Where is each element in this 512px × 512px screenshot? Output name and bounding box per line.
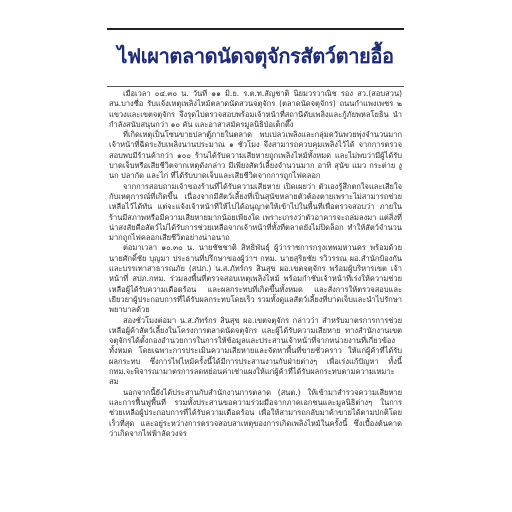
top-rule [107,28,404,30]
paragraph-1: เมื่อเวลา ๐๔.๓๐ น. วันที่ ๑๑ มิ.ย. ร.ต.ท.สัญชาติ นิยมวรวาณิช รอง สว.(สอบสวน) สน.บางซื่อ รับแจ้งเหตุเพลิงไหม้ตลาดนัดสวนจตุจักร (ตลาดนัดจตุจักร) ถนนกำแพงเพชร ๒ แขวงและเขตจตุจักร จึงรุดไปตรวจสอบพร้อมเจ้าหน้าที่สถานีดับเพลิงและกู้ภัยพหลโยธิน นำกำลังสนับสนุนกว่า ๑๐ คัน และอาสาสมัครมูลนิธิป่อเต็กตึ๊ง [109,89,402,129]
paragraph-5: สองชั่วโมงต่อมา น.ส.ภัทร์กร สินสุข ผอ.เขตจตุจักร กล่าวว่า สำหรับมาตรการการช่วยเหลือผู้ค้าสัตว์เลี้ยงในโครงการตลาดนัดจตุจักร และผู้ได้รับความเสียหาย ทางสำนักงานเขตจตุจักรได้ตั้งกองอำนวยการในการให้ข้อมูลและประสานเจ้าหน้าที่จากหน่วยงานที่เกี่ยวข้องทั้งหมด โดยเฉพาะการประเมินความเสียหายและจัดหาพื้นที่ขายชั่วคราว ให้แก่ผู้ค้าที่ได้รับผลกระทบ ซึ่งการไฟไหม้ครั้งนี้ได้มีการประสานงานกับฝ่ายต่างๆ เพื่อเร่งแก้ปัญหา ทั้งนี้ กทม.จะพิจารณามาตรการลดหย่อนค่าเช่าแผงให้แก่ผู้ค้าที่ได้รับผลกระทบตามความเหมาะสม [109,315,402,387]
paragraph-3: จากการสอบถามเจ้าของร้านที่ได้รับความเสียหาย เปิดเผยว่า ตัวเองรู้สึกตกใจและเสียใจกับเหตุการณ์ที่เกิดขึ้น เนื่องจากมีสัตว์เลี้ยงที่เป็นสุนัขหลายตัวต้องตายเพราะไม่สามารถช่วยเหลือไว้ได้ทัน แต่จะแจ้งเจ้าหน้าที่ให้ไปได้อนุญาตให้เข้าไปในพื้นที่เพื่อตรวจสอบว่า ภายในร้านมีสภาพหรือมีความเสียหายมากน้อยเพียงใด เพราะเกรงว่าตัวอาคารจะถล่มลงมา แต่สิ่งที่น่าสงสัยคือสัตว์ไม่ได้รับการช่วยเหลือจากเจ้าหน้าที่ทั้งที่ตลาดยังไม่ปิดล็อก ทำให้สัตว์จำนวนมากถูกไฟคลอกเสียชีวิตอย่างน่าอนาถ [109,181,402,243]
headline-rule [107,86,404,87]
paragraph-4: ต่อมาเวลา ๑๐.๓๐ น. นายชัชชาติ สิทธิพันธุ์ ผู้ว่าราชการกรุงเทพมหานคร พร้อมด้วย นายศักดิ์ชัย บุญมา ประธานที่ปรึกษาของผู้ว่าฯ กทม. นายสุริยชัย รวิวรรณ ผอ.สำนักป้องกันและบรรเทาสาธารณภัย (สปภ.) น.ส.ภัทร์กร สินสุข ผอ.เขตจตุจักร พร้อมผู้บริหารเขต เจ้าหน้าที่ สปภ.กทม. ร่วมลงพื้นที่ตรวจสอบเหตุเพลิงไหม้ พร้อมกำชับเจ้าหน้าที่เร่งให้ความช่วยเหลือผู้ได้รับความเดือดร้อน และผลกระทบที่เกิดขึ้นทั้งหมด และสั่งการให้ตรวจสอบและเยียวยาผู้ประกอบการที่ได้รับผลกระทบโดยเร็ว รวมทั้งดูแลสัตว์เลี้ยงที่บาดเจ็บและนำไปรักษาพยาบาลด้วย [109,243,402,315]
headline: ไฟเผาตลาดนัดจตุจักรสัตว์ตายอื้อ [117,44,394,68]
paragraph-6: นอกจากนี้ยังได้ประสานกับสำนักงานการตลาด (สนต.) ให้เข้ามาสำรวจความเสียหาย และการฟื้นฟูพื้นที่ รวมทั้งประสานขอความร่วมมือจากภาคเอกชนและมูลนิธิต่างๆ ในการช่วยเหลือผู้ประกอบการที่ได้รับความเดือดร้อน เพื่อให้สามารถกลับมาค้าขายได้ตามปกติโดยเร็วที่สุด และอยู่ระหว่างการตรวจสอบสาเหตุของการเกิดเพลิงไหม้ในครั้งนี้ ซึ่งเบื้องต้นคาดว่าเกิดจากไฟฟ้าลัดวงจร [109,387,402,438]
paragraph-2: ที่เกิดเหตุเป็นโซนขายปลาตู้ภายในตลาด พบเปลวเพลิงและกลุ่มควันพวยพุ่งจำนวนมาก เจ้าหน้าที่ฉีดระงับเพลิงนานประมาณ ๑ ชั่วโมง จึงสามารถควบคุมเพลิงไว้ได้ จากการตรวจสอบพบมีร้านค้ากว่า ๑๐๐ ร้านได้รับความเสียหายถูกเพลิงไหม้ทั้งหมด และไม่พบว่ามีผู้ได้รับบาดเจ็บหรือเสียชีวิตจากเหตุดังกล่าว มีเพียงสัตว์เลี้ยงจำนวนมาก อาทิ สุนัข แมว กระต่าย งู นก ปลากัด และไก่ ที่ได้รับบาดเจ็บและเสียชีวิตจากการถูกไฟคลอก [109,130,402,181]
news-clipping [107,28,404,512]
article-body [109,89,402,512]
